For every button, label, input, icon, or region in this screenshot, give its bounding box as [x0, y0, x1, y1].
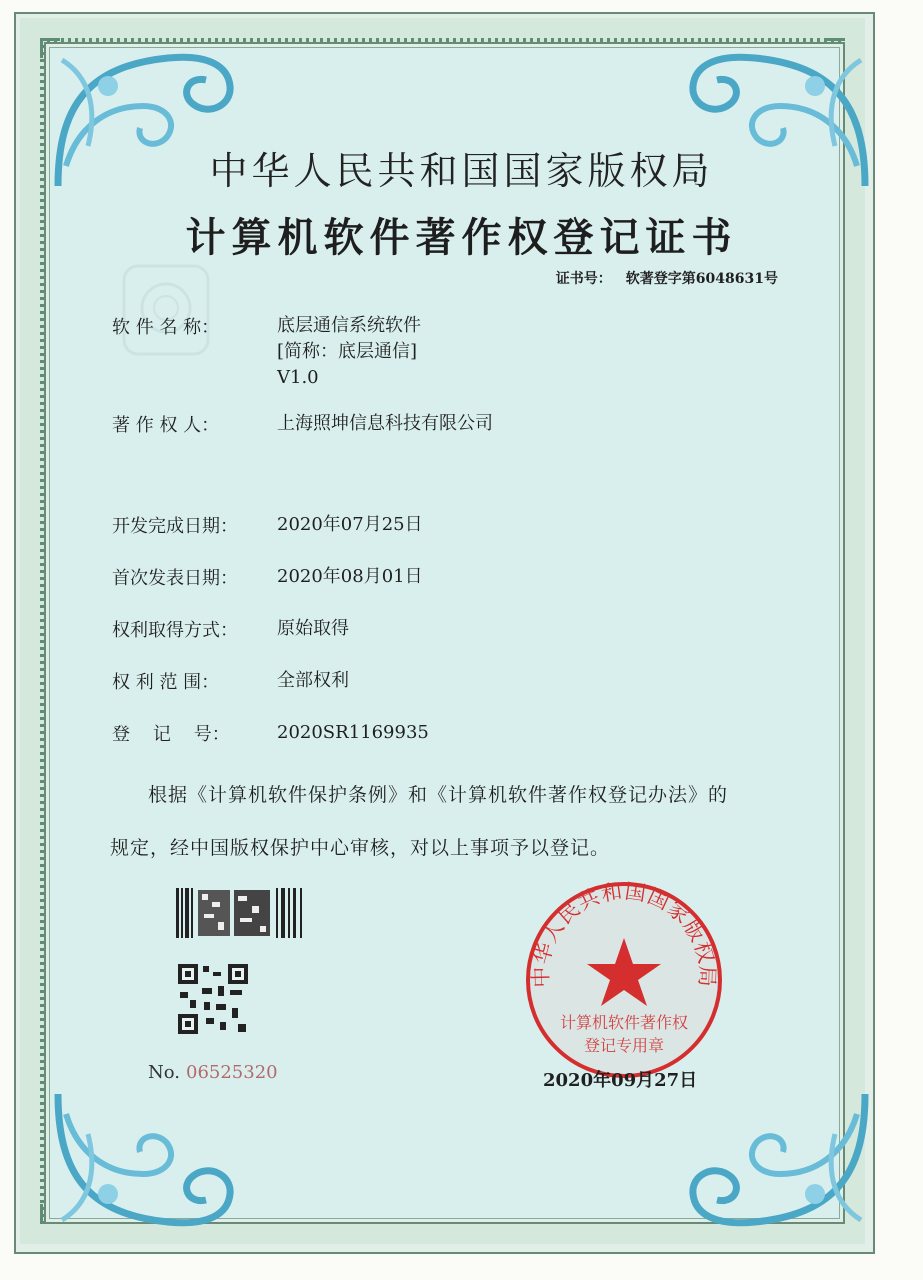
certificate-number [556, 268, 778, 288]
field-value: 2020年07月25日 [277, 514, 423, 535]
software-name-label: 软 件 名 称： [112, 317, 220, 338]
field-value: 2020年08月01日 [277, 566, 423, 587]
certificate-title: 计算机软件著作权登记证书 [185, 214, 738, 261]
seal-ring-text: 中华人民共和国国家版权局 [528, 880, 720, 988]
seal-text-line-1: 计算机软件著作权 [559, 1013, 688, 1032]
qr-code-icon [178, 964, 248, 1034]
field-row [112, 564, 423, 590]
issue-date: 2020年09月27日 [543, 1070, 698, 1091]
field-value: 全部权利 [277, 670, 349, 691]
serial-number [148, 1062, 278, 1083]
software-short-name: [简称：底层通信] [277, 341, 418, 362]
field-value: 原始取得 [277, 618, 349, 639]
copyright-owner-value: 上海照坤信息科技有限公司 [277, 413, 493, 434]
software-name-row [112, 313, 421, 391]
software-version: V1.0 [277, 367, 319, 388]
barcode-icon [176, 888, 306, 938]
field-row [112, 720, 429, 746]
field-label: 权利取得方式： [112, 620, 238, 641]
seal-text-line-2: 登记专用章 [583, 1036, 664, 1055]
software-name-values [277, 313, 421, 391]
field-label: 登 记 号： [112, 724, 230, 745]
issuing-authority-title: 中华人民共和国国家版权局 [209, 149, 714, 193]
field-row [112, 512, 423, 538]
field-label: 权 利 范 围： [112, 672, 220, 693]
serial-number-value: 06525320 [186, 1062, 278, 1083]
field-row [112, 616, 349, 642]
statement-line-2: 规定，经中国版权保护中心审核，对以上事项予以登记。 [110, 837, 611, 859]
copyright-owner-row [112, 411, 493, 437]
corner-ornament-icon [685, 1084, 875, 1234]
serial-number-label: No. [148, 1062, 180, 1083]
field-label: 开发完成日期： [112, 516, 238, 537]
statement-line-1: 根据《计算机软件保护条例》和《计算机软件著作权登记办法》的 [148, 784, 729, 806]
field-label: 首次发表日期： [112, 568, 238, 589]
software-name: 底层通信系统软件 [277, 315, 421, 336]
field-row [112, 668, 349, 694]
certificate-number-label: 证书号： [555, 271, 612, 287]
copyright-owner-label: 著 作 权 人： [112, 415, 220, 436]
corner-ornament-icon [48, 1084, 238, 1234]
field-value: 2020SR1169935 [277, 722, 429, 743]
certificate-number-value: 软著登字第6048631号 [625, 271, 778, 287]
